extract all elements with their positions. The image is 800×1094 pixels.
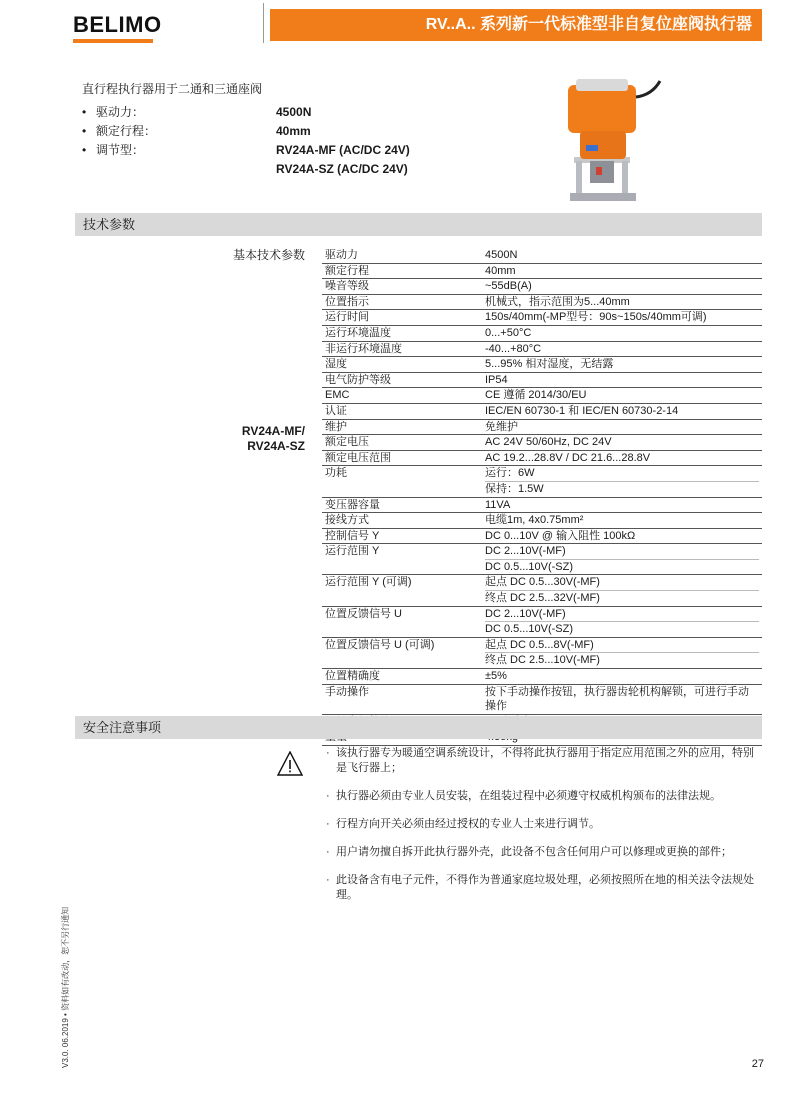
spec-value (478, 513, 762, 529)
spec-value (478, 544, 762, 575)
model-label-line-2: RV24A-SZ (247, 439, 305, 453)
bullet: · (326, 874, 330, 886)
intro-item-label: 额定行程： (96, 124, 157, 138)
safety-item-text: 该执行器专为暖通空调系统设计，不得将此执行器用于指定应用范围之外的应用，特别是飞行器上； (336, 747, 754, 774)
spec-row (322, 544, 762, 575)
bullet: · (326, 747, 330, 759)
spec-row (322, 341, 762, 357)
spec-value-line: 150s/40mm(-MP型号：90s~150s/40mm可调) (485, 311, 707, 324)
spec-row (322, 528, 762, 544)
spec-row (322, 450, 762, 466)
spec-value-line: 起点 DC 0.5...8V(-MF) (485, 638, 594, 651)
safety-item (326, 746, 764, 776)
spec-row (322, 310, 762, 326)
spec-row (322, 669, 762, 685)
spec-value (478, 466, 762, 497)
spec-row (322, 513, 762, 529)
page-title: RV..A.. 系列新一代标准型非自复位座阀执行器 (270, 9, 762, 41)
spec-key: 运行范围 Y (322, 544, 478, 575)
model-label (242, 424, 305, 454)
bullet: · (326, 846, 330, 858)
spec-row (322, 357, 762, 373)
spec-value (478, 450, 762, 466)
spec-key: EMC (322, 388, 478, 404)
bullet: • (82, 123, 87, 138)
version-note: V3.0. 06.2019 • 资料如有改动，恕不另行通知 (61, 906, 70, 1068)
intro-list (82, 102, 410, 178)
spec-key: 位置精确度 (322, 669, 478, 685)
spec-value-line: AC 19.2...28.8V / DC 21.6...28.8V (485, 451, 651, 464)
intro-item (82, 102, 410, 121)
belimo-logo (73, 12, 162, 38)
spec-key: 变压器容量 (322, 497, 478, 513)
tech-section-header: 技术参数 (75, 213, 762, 236)
spec-value-line: 机械式，指示范围为5...40mm (485, 295, 630, 308)
actuator-product-image (556, 75, 666, 205)
intro-item (82, 159, 410, 178)
spec-value (478, 606, 762, 637)
spec-value (478, 248, 762, 263)
spec-value-line: 运行：6W (485, 467, 535, 480)
spec-value-line: 免维护 (485, 420, 518, 433)
spec-value-line: 0...+50°C (485, 326, 532, 339)
spec-value (478, 372, 762, 388)
spec-value (478, 435, 762, 451)
spec-value-line: 4500N (485, 249, 518, 261)
spec-value-line: DC 0...10V @ 输入阻性 100kΩ (485, 529, 636, 542)
spec-key: 位置反馈信号 U (可调) (322, 637, 478, 668)
spec-row (322, 637, 762, 668)
spec-key: 位置反馈信号 U (322, 606, 478, 637)
spec-value (478, 403, 762, 419)
safety-item (326, 845, 764, 860)
intro-heading: 直行程执行器用于二通和三通座阀 (82, 82, 263, 96)
spec-key: 额定电压 (322, 435, 478, 451)
spec-value-line: 保持：1.5W (485, 481, 759, 497)
safety-item-text: 行程方向开关必须由经过授权的专业人士来进行调节。 (336, 818, 600, 830)
spec-value (478, 497, 762, 513)
spec-row (322, 435, 762, 451)
spec-value-line: DC 2...10V(-MF) (485, 607, 566, 620)
logo-text: BELIMO (73, 12, 162, 37)
spec-key: 运行时间 (322, 310, 478, 326)
safety-list (326, 746, 764, 916)
intro-item-label: 调节型： (96, 143, 145, 157)
spec-row (322, 279, 762, 295)
spec-value-line: 终点 DC 2.5...10V(-MF) (485, 652, 759, 668)
spec-value (478, 294, 762, 310)
spec-key: 非运行环境温度 (322, 341, 478, 357)
spec-row (322, 497, 762, 513)
safety-item-text: 执行器必须由专业人员安装，在组装过程中必须遵守权威机构颁布的法律法规。 (336, 790, 721, 802)
spec-value-line: ~55dB(A) (485, 280, 532, 293)
spec-key: 电气防护等级 (322, 372, 478, 388)
spec-value (478, 341, 762, 357)
spec-value-line: DC 0.5...10V(-SZ) (485, 559, 759, 575)
spec-key: 额定电压范围 (322, 450, 478, 466)
intro-item (82, 140, 410, 159)
spec-row (322, 466, 762, 497)
page-number: 27 (751, 1058, 764, 1070)
spec-value-line: AC 24V 50/60Hz, DC 24V (485, 436, 612, 449)
spec-key: 位置指示 (322, 294, 478, 310)
bullet: • (82, 104, 87, 119)
spec-row (322, 372, 762, 388)
spec-key: 湿度 (322, 357, 478, 373)
spec-row (322, 388, 762, 404)
safety-item (326, 789, 764, 804)
spec-value-line: ±5% (485, 670, 507, 683)
header-divider (263, 3, 264, 43)
spec-key: 运行范围 Y (可调) (322, 575, 478, 606)
spec-row (322, 684, 762, 714)
safety-item (326, 873, 764, 903)
spec-key: 控制信号 Y (322, 528, 478, 544)
spec-value-line: IEC/EN 60730-1 和 IEC/EN 60730-2-14 (485, 404, 679, 417)
warning-icon (277, 751, 303, 777)
spec-row (322, 263, 762, 279)
intro-item (82, 121, 410, 140)
base-params-label: 基本技术参数 (232, 248, 305, 262)
spec-value-line: 5...95% 相对湿度，无结露 (485, 358, 614, 371)
safety-item-text: 用户请勿擅自拆开此执行器外壳，此设备不包含任何用户可以修理或更换的部件； (336, 846, 732, 858)
spec-value-line: DC 2...10V(-MF) (485, 545, 566, 558)
bullet: · (326, 818, 330, 830)
spec-table (322, 248, 762, 746)
logo-underline (73, 39, 153, 43)
spec-row (322, 575, 762, 606)
spec-key: 维护 (322, 419, 478, 435)
model-label-line-1: RV24A-MF/ (241, 424, 305, 438)
spec-key: 认证 (322, 403, 478, 419)
spec-value (478, 528, 762, 544)
intro-item-label: 驱动力： (96, 105, 145, 119)
spec-key: 接线方式 (322, 513, 478, 529)
spec-key: 驱动力 (322, 248, 478, 263)
intro-item-value: 4500N (276, 104, 312, 119)
spec-value-line: 电缆1m, 4x0.75mm² (485, 514, 584, 527)
spec-key: 噪音等级 (322, 279, 478, 295)
spec-value (478, 357, 762, 373)
spec-value-line: IP54 (485, 373, 508, 386)
intro-item-value: RV24A-SZ (AC/DC 24V) (276, 161, 408, 176)
spec-row (322, 419, 762, 435)
spec-value-line: DC 0.5...10V(-SZ) (485, 621, 759, 637)
spec-value-line: 终点 DC 2.5...32V(-MF) (485, 590, 759, 606)
spec-value (478, 419, 762, 435)
spec-row (322, 325, 762, 341)
intro-block (82, 80, 410, 178)
bullet: · (326, 790, 330, 802)
spec-value-line: -40...+80°C (485, 342, 542, 355)
spec-row (322, 403, 762, 419)
spec-value (478, 684, 762, 714)
spec-row (322, 606, 762, 637)
intro-item-value: 40mm (276, 123, 311, 138)
spec-value (478, 669, 762, 685)
spec-key: 额定行程 (322, 263, 478, 279)
spec-row (322, 294, 762, 310)
safety-item-text: 此设备含有电子元件，不得作为普通家庭垃圾处理，必须按照所在地的相关法令法规处理。 (336, 874, 754, 901)
spec-value-line: 11VA (485, 498, 511, 511)
spec-value-line: 40mm (485, 264, 516, 277)
spec-key: 功耗 (322, 466, 478, 497)
spec-value (478, 325, 762, 341)
spec-value (478, 263, 762, 279)
spec-key: 运行环境温度 (322, 325, 478, 341)
spec-value-line: 按下手动操作按钮，执行器齿轮机构解锁，可进行手动操作 (485, 685, 749, 713)
spec-row (322, 248, 762, 263)
spec-value (478, 279, 762, 295)
spec-value (478, 637, 762, 668)
spec-key: 手动操作 (322, 684, 478, 714)
spec-value-line: CE 遵循 2014/30/EU (485, 389, 587, 402)
spec-value (478, 388, 762, 404)
spec-value (478, 310, 762, 326)
spec-value (478, 575, 762, 606)
bullet: • (82, 142, 87, 157)
safety-section-header: 安全注意事项 (75, 716, 762, 739)
intro-item-value: RV24A-MF (AC/DC 24V) (276, 142, 410, 157)
safety-item (326, 817, 764, 832)
spec-value-line: 起点 DC 0.5...30V(-MF) (485, 576, 600, 589)
